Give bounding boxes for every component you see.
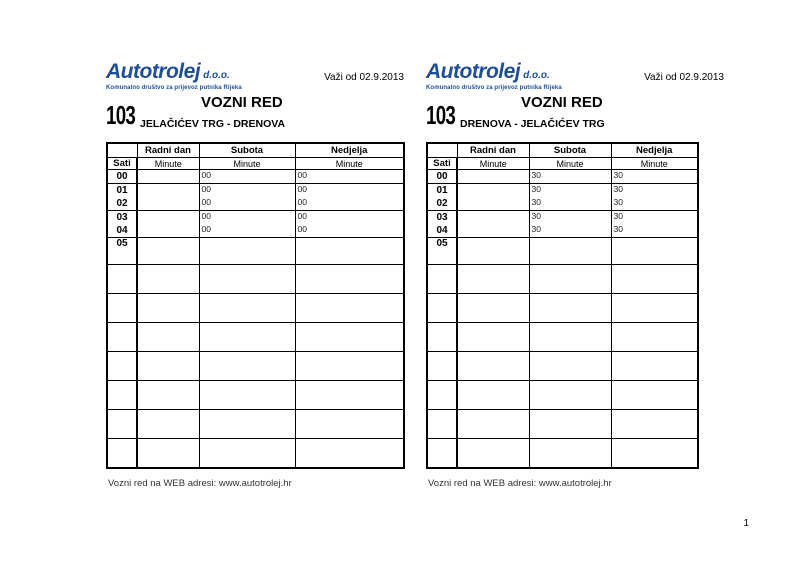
minute-cell: 00 [295,224,404,238]
table-row [107,323,404,352]
hour-cell: 03 [107,211,137,225]
subheader-minute: Minute [137,158,199,170]
table-row [107,294,404,323]
header-radni-dan: Radni dan [137,143,199,158]
line-number: 103 [426,100,456,130]
header-sati: Sati [107,158,137,170]
minute-cell [457,170,529,184]
minute-cell [457,197,529,211]
table-row [427,184,698,198]
timetable-table [426,142,699,469]
minute-cell: 00 [199,184,295,198]
logo-suffix: d.o.o. [203,70,230,81]
logo-wordmark: Autotrolej [106,60,201,83]
minute-cell: 30 [529,211,611,225]
minute-cell [295,238,404,265]
table-row [427,170,698,184]
minute-cell [611,238,698,265]
hour-cell: 05 [427,238,457,265]
minute-cell: 00 [295,184,404,198]
subheader-minute: Minute [529,158,611,170]
timetable-panel-left [106,60,406,490]
route-name: JELAČIĆEV TRG - DRENOVA [140,118,286,130]
minute-cell: 00 [295,170,404,184]
hour-cell: 04 [427,224,457,238]
table-row [107,265,404,294]
table-row [107,224,404,238]
minute-cell: 30 [529,170,611,184]
hour-cell: 04 [107,224,137,238]
table-row [427,224,698,238]
table-row [107,410,404,439]
header-sati: Sati [427,158,457,170]
timetable-table [106,142,405,469]
table-row [107,211,404,225]
logo-subtitle: Komunalno društvo za prijevoz putnika Rijeka [106,85,242,91]
minute-cell: 00 [295,197,404,211]
table-row [427,352,698,381]
company-logo [106,62,242,91]
minute-cell [529,238,611,265]
minute-cell: 30 [529,224,611,238]
table-row [107,352,404,381]
logo-wordmark: Autotrolej [426,60,521,83]
web-note: Vozni red na WEB adresi: www.autotrolej.hr [428,478,612,489]
table-row [427,410,698,439]
line-number: 103 [106,100,136,130]
minute-cell: 00 [199,211,295,225]
web-note: Vozni red na WEB adresi: www.autotrolej.hr [108,478,292,489]
table-row [427,211,698,225]
header-subota: Subota [199,143,295,158]
hour-cell: 01 [427,184,457,198]
table-row [107,197,404,211]
table-row [427,439,698,469]
minute-cell: 00 [199,170,295,184]
minute-cell: 30 [611,170,698,184]
logo-subtitle: Komunalno društvo za prijevoz putnika Rijeka [426,85,562,91]
hour-cell: 01 [107,184,137,198]
hour-cell: 02 [107,197,137,211]
minute-cell [137,184,199,198]
minute-cell [457,184,529,198]
header-nedjelja: Nedjelja [295,143,404,158]
subheader-minute: Minute [457,158,529,170]
minute-cell: 30 [611,184,698,198]
valid-from: Važi od 02.9.2013 [644,72,724,83]
minute-cell [457,211,529,225]
header-subota: Subota [529,143,611,158]
page-title: VOZNI RED [201,94,283,111]
header-nedjelja: Nedjelja [611,143,698,158]
table-row [427,294,698,323]
minute-cell [137,211,199,225]
table-row [107,238,404,265]
minute-cell: 30 [611,224,698,238]
table-row [427,197,698,211]
minute-cell: 30 [611,197,698,211]
hour-cell: 00 [107,170,137,184]
table-row [107,184,404,198]
page-title: VOZNI RED [521,94,603,111]
table-row [427,265,698,294]
table-row [107,439,404,469]
logo-suffix: d.o.o. [523,70,550,81]
table-row [427,323,698,352]
table-row [107,381,404,410]
minute-cell: 30 [529,197,611,211]
minute-cell: 00 [199,224,295,238]
table-row [427,238,698,265]
hour-cell: 00 [427,170,457,184]
minute-cell [137,224,199,238]
subheader-minute: Minute [611,158,698,170]
hour-cell: 05 [107,238,137,265]
minute-cell [137,238,199,265]
minute-cell [137,197,199,211]
minute-cell [457,224,529,238]
minute-cell [199,238,295,265]
route-name: DRENOVA - JELAČIĆEV TRG [460,118,605,130]
page-number: 1 [743,518,749,529]
hour-cell: 02 [427,197,457,211]
minute-cell: 00 [295,211,404,225]
valid-from: Važi od 02.9.2013 [324,72,404,83]
subheader-minute: Minute [199,158,295,170]
minute-cell: 00 [199,197,295,211]
company-logo [426,62,562,91]
minute-cell: 30 [611,211,698,225]
minute-cell [137,170,199,184]
timetable-panel-right [426,60,726,490]
hour-cell: 03 [427,211,457,225]
subheader-minute: Minute [295,158,404,170]
minute-cell [457,238,529,265]
header-radni-dan: Radni dan [457,143,529,158]
table-row [427,381,698,410]
minute-cell: 30 [529,184,611,198]
table-row [107,170,404,184]
